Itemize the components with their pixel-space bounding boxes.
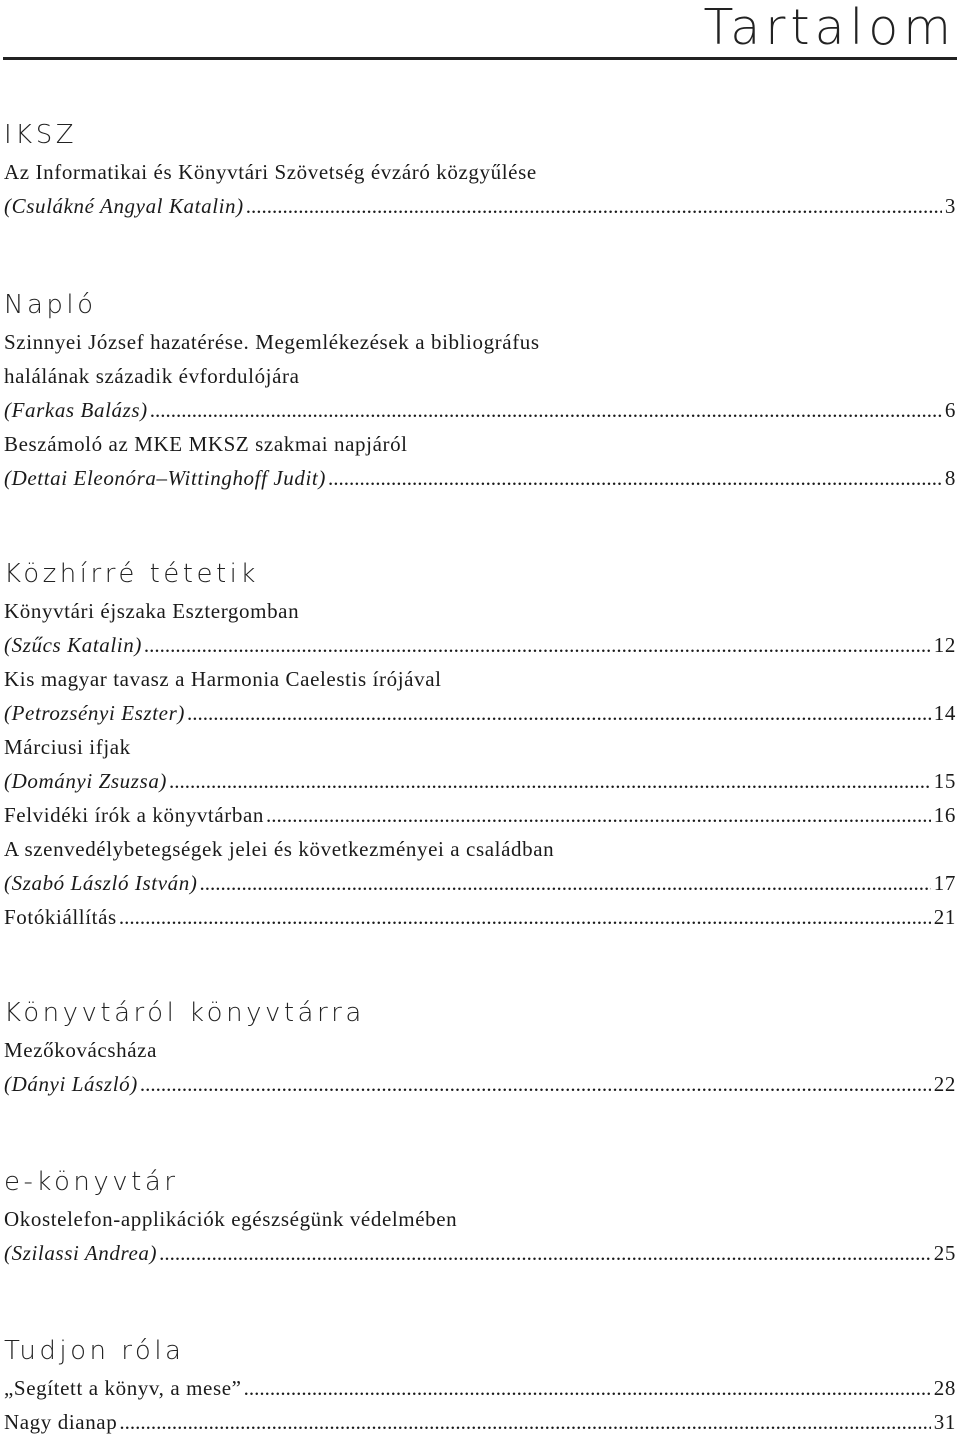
entry-author: (Petrozsényi Eszter) [4, 701, 185, 725]
entry-title-line: Könyvtári éjszaka Esztergomban [4, 599, 300, 623]
dot-leader [187, 696, 931, 730]
toc-section [4, 996, 956, 1101]
section-heading: e-könyvtár [4, 1167, 179, 1197]
toc-entry[interactable] [4, 594, 956, 662]
entry-title-line: Márciusi ifjak [4, 735, 131, 759]
section-heading: Tudjon róla [4, 1336, 185, 1366]
dot-leader [150, 393, 942, 427]
page-number: 22 [933, 1072, 956, 1096]
toc-entry[interactable] [4, 325, 956, 427]
page-number: 15 [933, 769, 956, 793]
toc-entry[interactable] [4, 1405, 956, 1439]
toc-entry[interactable] [4, 427, 956, 495]
entry-author: (Farkas Balázs) [4, 398, 148, 422]
entry-leader-line [4, 900, 956, 934]
entry-leader-line [4, 1236, 956, 1270]
entry-leader-line [4, 1405, 956, 1439]
page-number: 3 [944, 194, 956, 218]
entry-title-line: halálának századik évfordulójára [4, 364, 300, 388]
page-number: 21 [933, 905, 956, 929]
dot-leader [244, 1371, 931, 1405]
page-number: 6 [944, 398, 956, 422]
dot-leader [140, 1067, 931, 1101]
entry-leader-line [4, 696, 956, 730]
dot-leader [119, 900, 931, 934]
page-number: 16 [933, 803, 956, 827]
entry-title: Nagy dianap [4, 1410, 118, 1434]
page-number: 25 [933, 1241, 956, 1265]
entry-author: (Szilassi Andrea) [4, 1241, 158, 1265]
section-heading: IKSZ [4, 120, 78, 150]
entry-author: (Dettai Eleonóra–Wittinghoff Judit) [4, 466, 326, 490]
entry-title-line: Mezőkovácsháza [4, 1038, 157, 1062]
toc-entry[interactable] [4, 155, 956, 223]
toc-section [4, 288, 956, 495]
page-number: 12 [933, 633, 956, 657]
toc-entry[interactable] [4, 1371, 956, 1405]
dot-leader [159, 1236, 931, 1270]
entry-leader-line [4, 764, 956, 798]
toc-entry[interactable] [4, 900, 956, 934]
entry-leader-line [4, 189, 956, 223]
entry-author: (Szűcs Katalin) [4, 633, 142, 657]
toc-entry[interactable] [4, 1033, 956, 1101]
title-divider [3, 57, 957, 60]
page-number: 28 [933, 1376, 956, 1400]
page-title: Tartalom [703, 0, 956, 56]
entry-title-line: Okostelefon-applikációk egészségünk védelmében [4, 1207, 458, 1231]
section-heading: Könyvtáról könyvtárra [4, 998, 365, 1028]
entry-title-line: Beszámoló az MKE MKSZ szakmai napjáról [4, 432, 408, 456]
dot-leader [266, 798, 931, 832]
section-heading: Közhírré tétetik [4, 559, 259, 589]
dot-leader [144, 628, 931, 662]
entry-leader-line [4, 798, 956, 832]
toc-entry[interactable] [4, 1202, 956, 1270]
section-heading: Napló [4, 290, 97, 320]
entry-title: Fotókiállítás [4, 905, 117, 929]
entry-leader-line [4, 628, 956, 662]
dot-leader [199, 866, 930, 900]
entry-leader-line [4, 1371, 956, 1405]
entry-title-line: A szenvedélybetegségek jelei és következményei a családban [4, 837, 555, 861]
entry-leader-line [4, 461, 956, 495]
toc-entry[interactable] [4, 798, 956, 832]
toc-entry[interactable] [4, 662, 956, 730]
toc-entry[interactable] [4, 832, 956, 900]
entry-author: (Szabó László István) [4, 871, 198, 895]
entry-title-line: Kis magyar tavasz a Harmonia Caelestis írójával [4, 667, 442, 691]
entry-title: „Segített a könyv, a mese” [4, 1376, 242, 1400]
toc-section [4, 1165, 956, 1270]
toc-section [4, 118, 956, 223]
entry-author: (Dányi László) [4, 1072, 138, 1096]
entry-leader-line [4, 1067, 956, 1101]
toc-entry[interactable] [4, 730, 956, 798]
entry-title: Felvidéki írók a könyvtárban [4, 803, 264, 827]
page-number: 17 [933, 871, 956, 895]
entry-leader-line [4, 393, 956, 427]
dot-leader [246, 189, 942, 223]
entry-title-line: Az Informatikai és Könyvtári Szövetség évzáró közgyűlése [4, 160, 537, 184]
entry-leader-line [4, 866, 956, 900]
entry-author: (Dományi Zsuzsa) [4, 769, 168, 793]
page-number: 8 [944, 466, 956, 490]
entry-title-line: Szinnyei József hazatérése. Megemlékezések a bibliográfus [4, 330, 540, 354]
toc-section [4, 557, 956, 934]
page-number: 31 [933, 1410, 956, 1434]
page-number: 14 [933, 701, 956, 725]
toc-section [4, 1334, 956, 1439]
dot-leader [328, 461, 942, 495]
dot-leader [169, 764, 931, 798]
dot-leader [119, 1405, 930, 1439]
entry-author: (Csulákné Angyal Katalin) [4, 194, 244, 218]
